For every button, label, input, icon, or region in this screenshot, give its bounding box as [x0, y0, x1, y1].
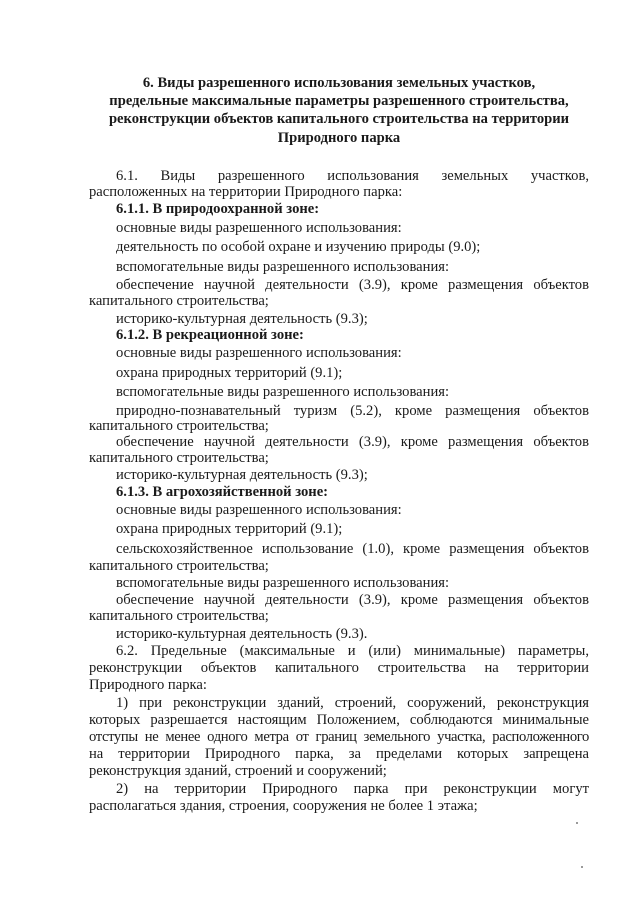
- section-heading: [89, 74, 589, 147]
- subsection-heading: 6.1.3. В агрохозяйственной зоне:: [116, 484, 329, 500]
- paragraph-line: которых разрешается настоящим Положением, соблюдаются минимальные: [89, 712, 589, 728]
- paragraph-line: Природного парка:: [89, 677, 207, 693]
- paragraph-line: реконструкция зданий, строений и сооружений;: [89, 763, 387, 779]
- paragraph-line: капитального строительства;: [89, 450, 269, 466]
- heading-line: Природного парка: [277, 129, 401, 146]
- paragraph-line: капитального строительства;: [89, 558, 269, 574]
- paragraph-line: вспомогательные виды разрешенного использования:: [116, 575, 450, 591]
- paragraph-line: сельскохозяйственное использование (1.0), кроме размещения объектов: [116, 541, 589, 557]
- heading-line: реконструкции объектов капитального строительства на территории: [108, 111, 570, 128]
- paragraph-line: капитального строительства;: [89, 608, 269, 624]
- paragraph-line: обеспечение научной деятельности (3.9), кроме размещения объектов: [116, 277, 589, 293]
- paragraph-line: охрана природных территорий (9.1);: [116, 521, 343, 537]
- paragraph-line: 2) на территории Природного парка при реконструкции могут: [116, 781, 589, 797]
- paragraph-line: основные виды разрешенного использования:: [116, 502, 402, 518]
- heading-line: предельные максимальные параметры разрешенного строительства,: [109, 93, 569, 110]
- heading-line: 6. Виды разрешенного использования земельных участков,: [142, 75, 536, 91]
- paragraph-line: отступы не менее одного метра от границ земельного участка, расположенного: [89, 729, 589, 745]
- paragraph-line: капитального строительства;: [89, 293, 269, 309]
- subsection-heading: 6.1.1. В природоохранной зоне:: [116, 201, 320, 217]
- paragraph-line: на территории Природного парка, за пределами которых запрещена: [89, 746, 589, 762]
- paragraph-line: основные виды разрешенного использования:: [116, 220, 402, 236]
- scan-speck: [576, 822, 578, 824]
- paragraph-line: располагаться здания, строения, сооружения не более 1 этажа;: [89, 798, 478, 814]
- paragraph-line: деятельность по особой охране и изучению природы (9.0);: [116, 239, 481, 255]
- scan-speck: [581, 866, 583, 868]
- paragraph-line: историко-культурная деятельность (9.3);: [116, 467, 368, 483]
- paragraph-line: расположенных на территории Природного парка:: [89, 184, 403, 200]
- paragraph-line: 6.2. Предельные (максимальные и (или) минимальные) параметры,: [116, 643, 589, 659]
- paragraph-line: вспомогательные виды разрешенного использования:: [116, 384, 450, 400]
- paragraph-line: реконструкции объектов капитального строительства на территории: [89, 660, 589, 676]
- paragraph-line: 6.1. Виды разрешенного использования земельных участков,: [116, 168, 589, 184]
- paragraph-line: историко-культурная деятельность (9.3).: [116, 626, 368, 642]
- paragraph-line: природно-познавательный туризм (5.2), кроме размещения объектов: [116, 403, 589, 419]
- paragraph-line: основные виды разрешенного использования:: [116, 345, 402, 361]
- paragraph-line: капитального строительства;: [89, 418, 269, 434]
- paragraph-line: охрана природных территорий (9.1);: [116, 365, 343, 381]
- paragraph-line: вспомогательные виды разрешенного использования:: [116, 259, 450, 275]
- subsection-heading: 6.1.2. В рекреационной зоне:: [116, 327, 304, 343]
- paragraph-line: обеспечение научной деятельности (3.9), кроме размещения объектов: [116, 592, 589, 608]
- paragraph-line: 1) при реконструкции зданий, строений, сооружений, реконструкция: [116, 695, 589, 711]
- paragraph-line: историко-культурная деятельность (9.3);: [116, 311, 368, 327]
- paragraph-line: обеспечение научной деятельности (3.9), кроме размещения объектов: [116, 434, 589, 450]
